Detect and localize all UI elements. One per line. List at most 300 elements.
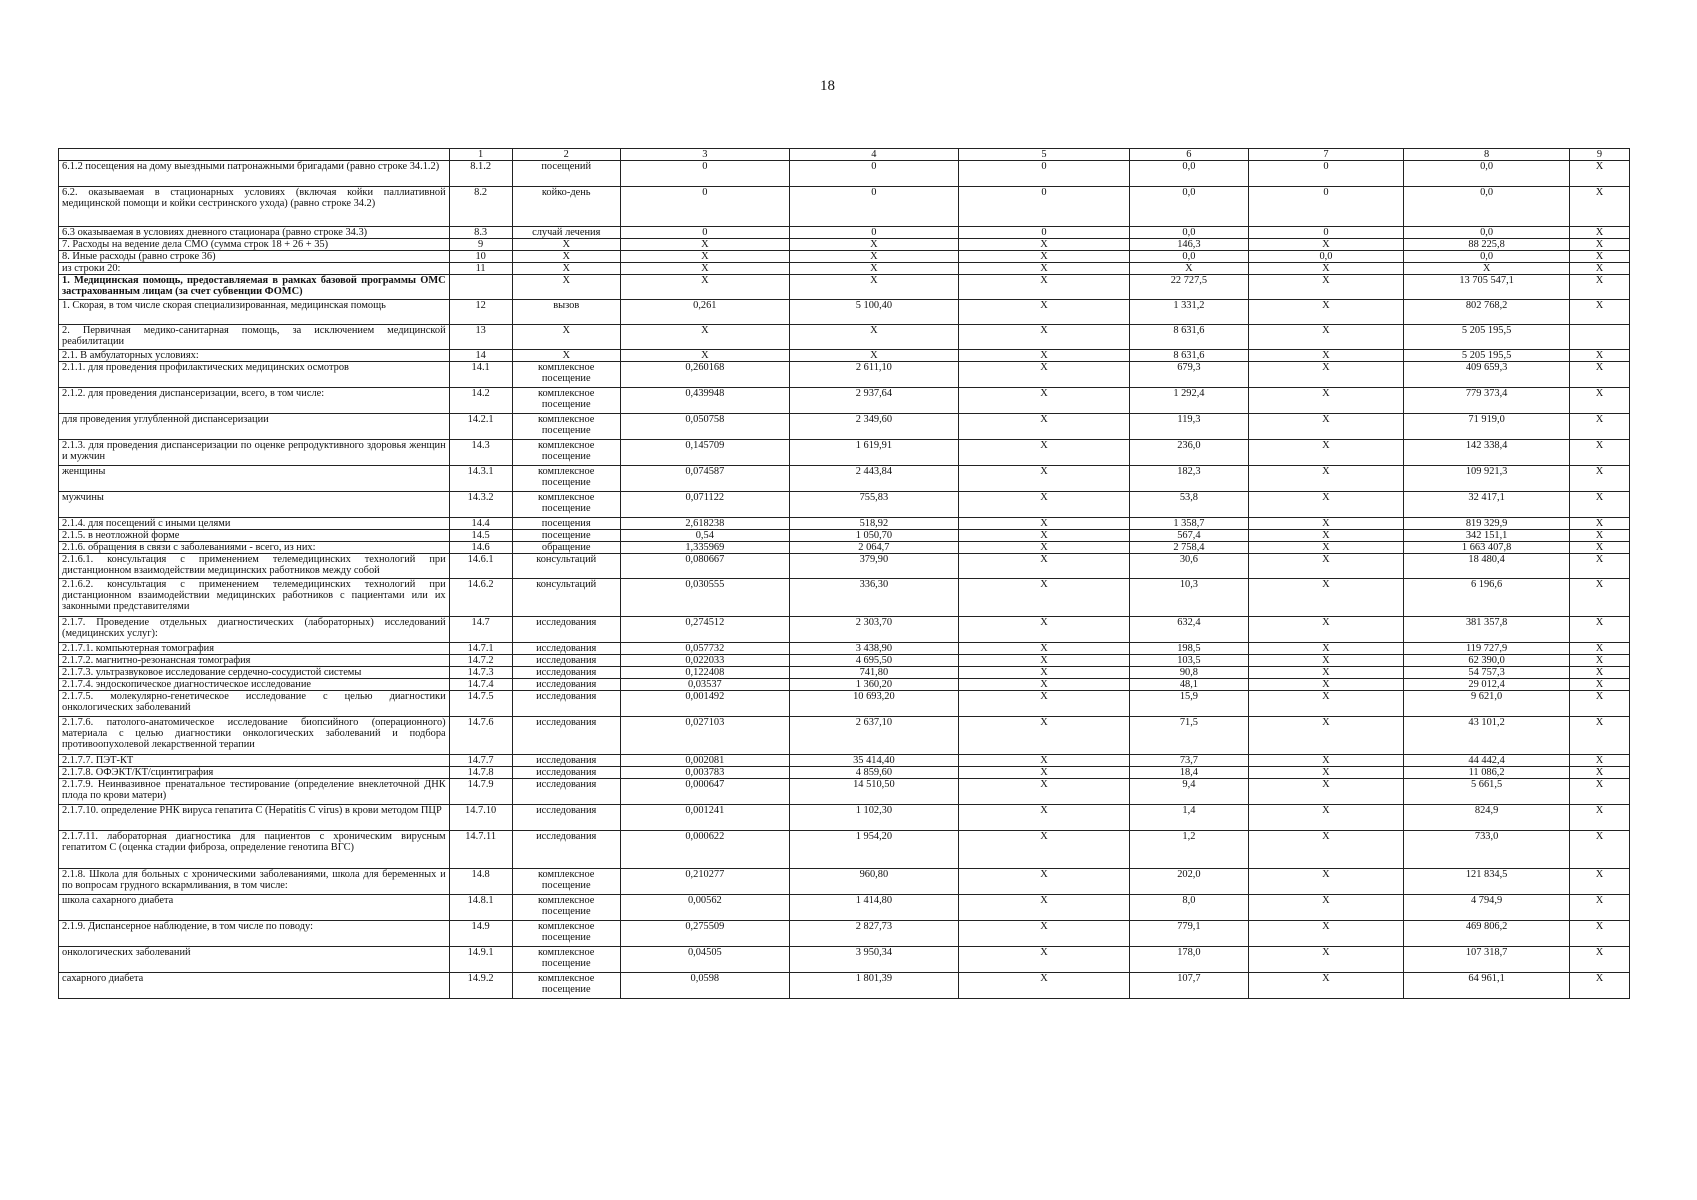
value-cell: 0,0 [1248, 251, 1403, 263]
column-number: 3 [620, 149, 789, 161]
unit-cell: X [512, 251, 620, 263]
value-cell: 9,4 [1130, 779, 1249, 805]
value-cell: X [958, 518, 1129, 530]
value-cell: 202,0 [1130, 869, 1249, 895]
row-code: 14.3.2 [449, 492, 512, 518]
unit-cell: исследования [512, 717, 620, 755]
table-row [59, 263, 1630, 275]
column-number: 6 [1130, 149, 1249, 161]
unit-cell: койко-день [512, 187, 620, 227]
value-cell: X [958, 805, 1129, 831]
value-cell: 2 611,10 [789, 362, 958, 388]
value-cell: 11 086,2 [1404, 767, 1570, 779]
value-cell: 88 225,8 [1404, 239, 1570, 251]
value-cell: X [958, 643, 1129, 655]
value-cell: X [958, 973, 1129, 999]
value-cell: X [958, 947, 1129, 973]
value-cell: X [1570, 717, 1630, 755]
value-cell: 741,80 [789, 667, 958, 679]
value-cell: 0 [1248, 161, 1403, 187]
value-cell: 0,071122 [620, 492, 789, 518]
value-cell: 679,3 [1130, 362, 1249, 388]
value-cell: X [1248, 263, 1403, 275]
row-label: 7. Расходы на ведение дела СМО (сумма строк 18 + 26 + 35) [59, 239, 450, 251]
value-cell: 10 693,20 [789, 691, 958, 717]
value-cell: X [789, 251, 958, 263]
value-cell: 32 417,1 [1404, 492, 1570, 518]
value-cell: 90,8 [1130, 667, 1249, 679]
unit-cell: вызов [512, 300, 620, 325]
row-label: школа сахарного диабета [59, 895, 450, 921]
row-code: 14 [449, 350, 512, 362]
value-cell: 1 050,70 [789, 530, 958, 542]
table-row [59, 275, 1630, 300]
row-code: 14.7.9 [449, 779, 512, 805]
value-cell: 1 102,30 [789, 805, 958, 831]
row-code: 14.4 [449, 518, 512, 530]
value-cell: X [1570, 755, 1630, 767]
unit-cell: консультаций [512, 579, 620, 617]
table-row [59, 643, 1630, 655]
row-label: 2.1.7.7. ПЭТ-КТ [59, 755, 450, 767]
value-cell: 71 919,0 [1404, 414, 1570, 440]
unit-cell: исследования [512, 643, 620, 655]
value-cell: X [1248, 679, 1403, 691]
value-cell: X [958, 667, 1129, 679]
row-code: 8.2 [449, 187, 512, 227]
value-cell: 0 [620, 161, 789, 187]
row-label: 2.1.7. Проведение отдельных диагностических (лабораторных) исследований (медицинских услуг): [59, 617, 450, 643]
value-cell: 2 937,64 [789, 388, 958, 414]
value-cell: 0,080667 [620, 554, 789, 579]
row-label: сахарного диабета [59, 973, 450, 999]
value-cell: 518,92 [789, 518, 958, 530]
value-cell: X [1570, 667, 1630, 679]
value-cell: 960,80 [789, 869, 958, 895]
value-cell: 0,030555 [620, 579, 789, 617]
value-cell: 119,3 [1130, 414, 1249, 440]
value-cell: X [1570, 805, 1630, 831]
unit-cell: комплексное посещение [512, 362, 620, 388]
unit-cell: посещений [512, 161, 620, 187]
value-cell: 3 438,90 [789, 643, 958, 655]
row-code: 14.7.2 [449, 655, 512, 667]
table-row [59, 440, 1630, 466]
value-cell: 2 827,73 [789, 921, 958, 947]
row-label: из строки 20: [59, 263, 450, 275]
row-label: 2.1.4. для посещений с иными целями [59, 518, 450, 530]
value-cell: X [958, 869, 1129, 895]
value-cell: 2 303,70 [789, 617, 958, 643]
value-cell: X [958, 831, 1129, 869]
value-cell: X [1248, 554, 1403, 579]
value-cell: 0,003783 [620, 767, 789, 779]
value-cell: X [1248, 921, 1403, 947]
value-cell: X [1248, 275, 1403, 300]
unit-cell: комплексное посещение [512, 869, 620, 895]
value-cell: X [1248, 579, 1403, 617]
value-cell: X [1248, 947, 1403, 973]
value-cell: 0,0 [1404, 251, 1570, 263]
value-cell: 0,057732 [620, 643, 789, 655]
unit-cell: исследования [512, 667, 620, 679]
value-cell: 0 [789, 187, 958, 227]
value-cell: X [1130, 263, 1249, 275]
value-cell: 1 801,39 [789, 973, 958, 999]
value-cell: 9 621,0 [1404, 691, 1570, 717]
value-cell: X [1248, 518, 1403, 530]
row-code: 14.1 [449, 362, 512, 388]
value-cell: 0 [958, 187, 1129, 227]
value-cell: 142 338,4 [1404, 440, 1570, 466]
value-cell: X [1570, 414, 1630, 440]
unit-cell: X [512, 263, 620, 275]
value-cell: 733,0 [1404, 831, 1570, 869]
value-cell: 107,7 [1130, 973, 1249, 999]
value-cell: 5 661,5 [1404, 779, 1570, 805]
value-cell: X [1248, 617, 1403, 643]
column-number [59, 149, 450, 161]
row-label: 2.1.7.3. ультразвуковое исследование сердечно-сосудистой системы [59, 667, 450, 679]
value-cell: 0,260168 [620, 362, 789, 388]
value-cell: 119 727,9 [1404, 643, 1570, 655]
value-cell: X [1570, 579, 1630, 617]
value-cell: X [1248, 755, 1403, 767]
value-cell: 10,3 [1130, 579, 1249, 617]
value-cell: X [1570, 518, 1630, 530]
table-row [59, 921, 1630, 947]
value-cell: 0,54 [620, 530, 789, 542]
value-cell: 8 631,6 [1130, 325, 1249, 350]
value-cell: 0,0 [1130, 251, 1249, 263]
row-label: 8. Иные расходы (равно строке 36) [59, 251, 450, 263]
column-number: 1 [449, 149, 512, 161]
unit-cell: исследования [512, 779, 620, 805]
column-number: 8 [1404, 149, 1570, 161]
value-cell: X [958, 921, 1129, 947]
value-cell: X [958, 779, 1129, 805]
value-cell: X [1570, 679, 1630, 691]
value-cell: X [1570, 779, 1630, 805]
row-label: 2.1.7.11. лабораторная диагностика для пациентов с хроническим вирусным гепатитом С (оценка стадии фиброза, определение генотипа ВГС) [59, 831, 450, 869]
value-cell: 0 [1248, 187, 1403, 227]
table-row [59, 767, 1630, 779]
table-row [59, 251, 1630, 263]
column-number: 5 [958, 149, 1129, 161]
value-cell: X [1570, 350, 1630, 362]
value-cell: 567,4 [1130, 530, 1249, 542]
value-cell: 8,0 [1130, 895, 1249, 921]
value-cell: 469 806,2 [1404, 921, 1570, 947]
value-cell: X [1570, 275, 1630, 300]
value-cell: 336,30 [789, 579, 958, 617]
table-row [59, 869, 1630, 895]
value-cell: 2,618238 [620, 518, 789, 530]
value-cell: 0,03537 [620, 679, 789, 691]
row-code: 14.7.7 [449, 755, 512, 767]
value-cell: 8 631,6 [1130, 350, 1249, 362]
value-cell: 103,5 [1130, 655, 1249, 667]
value-cell: 1 619,91 [789, 440, 958, 466]
value-cell: X [1248, 667, 1403, 679]
row-label: 2.1.7.1. компьютерная томография [59, 643, 450, 655]
value-cell: X [1404, 263, 1570, 275]
value-cell: X [1570, 239, 1630, 251]
value-cell: 0,145709 [620, 440, 789, 466]
row-label: 6.2. оказываемая в стационарных условиях (включая койки паллиативной медицинской помощи и койки сестринского ухода) (равно строке 34.2) [59, 187, 450, 227]
value-cell: X [1570, 187, 1630, 227]
table-row [59, 895, 1630, 921]
column-number: 7 [1248, 149, 1403, 161]
row-label: 2.1.6.1. консультация с применением телемедицинских технологий при дистанционном взаимодействии медицинских работников между собой [59, 554, 450, 579]
unit-cell: случай лечения [512, 227, 620, 239]
value-cell: 146,3 [1130, 239, 1249, 251]
table-row [59, 239, 1630, 251]
row-code: 14.7.6 [449, 717, 512, 755]
value-cell: 121 834,5 [1404, 869, 1570, 895]
row-code: 8.3 [449, 227, 512, 239]
value-cell: X [1248, 239, 1403, 251]
unit-cell: X [512, 275, 620, 300]
table-row [59, 679, 1630, 691]
row-code: 14.9 [449, 921, 512, 947]
program-cost-table [58, 148, 1630, 999]
value-cell: X [1570, 263, 1630, 275]
row-code: 14.9.1 [449, 947, 512, 973]
value-cell: 632,4 [1130, 617, 1249, 643]
value-cell: 381 357,8 [1404, 617, 1570, 643]
value-cell: X [620, 275, 789, 300]
row-label: онкологических заболеваний [59, 947, 450, 973]
table-row [59, 805, 1630, 831]
value-cell: X [1248, 691, 1403, 717]
value-cell: 5 100,40 [789, 300, 958, 325]
value-cell: X [958, 554, 1129, 579]
table-row [59, 691, 1630, 717]
value-cell: 819 329,9 [1404, 518, 1570, 530]
value-cell: X [1248, 973, 1403, 999]
value-cell: X [1570, 530, 1630, 542]
value-cell: X [1248, 767, 1403, 779]
unit-cell: посещение [512, 530, 620, 542]
value-cell: X [620, 251, 789, 263]
unit-cell: исследования [512, 805, 620, 831]
row-code: 8.1.2 [449, 161, 512, 187]
value-cell: 236,0 [1130, 440, 1249, 466]
value-cell: 0 [789, 161, 958, 187]
value-cell: 0 [958, 227, 1129, 239]
value-cell: X [1570, 643, 1630, 655]
row-label: 2.1.8. Школа для больных с хроническими заболеваниями, школа для беременных и по вопросам грудного вскармливания, в том числе: [59, 869, 450, 895]
value-cell: X [1248, 440, 1403, 466]
row-code: 14.3 [449, 440, 512, 466]
value-cell: X [1248, 655, 1403, 667]
page-number: 18 [820, 78, 835, 94]
value-cell: X [1570, 617, 1630, 643]
value-cell: X [1570, 947, 1630, 973]
row-code: 14.6 [449, 542, 512, 554]
value-cell: X [1248, 779, 1403, 805]
value-cell: 48,1 [1130, 679, 1249, 691]
value-cell: X [1570, 895, 1630, 921]
row-label: 2.1. В амбулаторных условиях: [59, 350, 450, 362]
value-cell: X [1570, 655, 1630, 667]
value-cell: X [958, 466, 1129, 492]
value-cell: X [958, 530, 1129, 542]
value-cell: 342 151,1 [1404, 530, 1570, 542]
value-cell: X [789, 350, 958, 362]
value-cell: 0 [620, 187, 789, 227]
value-cell: 2 349,60 [789, 414, 958, 440]
value-cell: 35 414,40 [789, 755, 958, 767]
value-cell: 0,0 [1130, 161, 1249, 187]
row-label: 1. Медицинская помощь, предоставляемая в рамках базовой программы ОМС застрахованным лицам (за счет субвенции ФОМС) [59, 275, 450, 300]
value-cell: X [1248, 717, 1403, 755]
value-cell: 53,8 [1130, 492, 1249, 518]
value-cell: X [1570, 362, 1630, 388]
value-cell: 0,0 [1130, 187, 1249, 227]
row-label: 1. Скорая, в том числе скорая специализированная, медицинская помощь [59, 300, 450, 325]
row-label: 6.3 оказываемая в условиях дневного стационара (равно строке 34.3) [59, 227, 450, 239]
row-code: 14.8 [449, 869, 512, 895]
row-label: 6.1.2 посещения на дому выездными патронажными бригадами (равно строке 34.1.2) [59, 161, 450, 187]
table-row [59, 362, 1630, 388]
table-row [59, 755, 1630, 767]
value-cell: 1,335969 [620, 542, 789, 554]
unit-cell: исследования [512, 755, 620, 767]
table-row [59, 831, 1630, 869]
table-row [59, 617, 1630, 643]
value-cell: X [1570, 388, 1630, 414]
value-cell: 0,074587 [620, 466, 789, 492]
column-number: 9 [1570, 149, 1630, 161]
value-cell: 3 950,34 [789, 947, 958, 973]
value-cell: X [1248, 300, 1403, 325]
value-cell: 15,9 [1130, 691, 1249, 717]
value-cell: X [958, 655, 1129, 667]
value-cell: 0 [1248, 227, 1403, 239]
value-cell: X [958, 263, 1129, 275]
table-row [59, 973, 1630, 999]
row-code: 14.7.3 [449, 667, 512, 679]
value-cell: 107 318,7 [1404, 947, 1570, 973]
value-cell: X [958, 579, 1129, 617]
table-row [59, 492, 1630, 518]
value-cell: 0,0598 [620, 973, 789, 999]
unit-cell: посещения [512, 518, 620, 530]
row-code: 14.6.2 [449, 579, 512, 617]
value-cell: X [1570, 554, 1630, 579]
value-cell: 0,274512 [620, 617, 789, 643]
value-cell: X [789, 239, 958, 251]
table-row [59, 388, 1630, 414]
table-row [59, 300, 1630, 325]
value-cell: X [958, 251, 1129, 263]
value-cell: X [958, 767, 1129, 779]
value-cell: X [1248, 542, 1403, 554]
value-cell: X [1248, 466, 1403, 492]
table-row [59, 518, 1630, 530]
value-cell: 0,210277 [620, 869, 789, 895]
row-label: 2.1.2. для проведения диспансеризации, всего, в том числе: [59, 388, 450, 414]
row-label: 2.1.7.10. определение РНК вируса гепатита С (Hepatitis C virus) в крови методом ПЦР [59, 805, 450, 831]
row-code: 14.3.1 [449, 466, 512, 492]
value-cell: X [958, 239, 1129, 251]
row-code: 14.7.1 [449, 643, 512, 655]
unit-cell: комплексное посещение [512, 921, 620, 947]
value-cell: X [958, 440, 1129, 466]
value-cell [1570, 325, 1630, 350]
table-row [59, 350, 1630, 362]
value-cell: X [958, 717, 1129, 755]
value-cell: X [1570, 831, 1630, 869]
unit-cell: исследования [512, 655, 620, 667]
value-cell: 0,275509 [620, 921, 789, 947]
value-cell: 18 480,4 [1404, 554, 1570, 579]
value-cell: X [620, 325, 789, 350]
value-cell: X [1248, 869, 1403, 895]
row-label: мужчины [59, 492, 450, 518]
unit-cell: X [512, 350, 620, 362]
unit-cell: исследования [512, 679, 620, 691]
value-cell: 1 360,20 [789, 679, 958, 691]
value-cell: 29 012,4 [1404, 679, 1570, 691]
row-code: 14.7.5 [449, 691, 512, 717]
value-cell: 0,002081 [620, 755, 789, 767]
value-cell: X [958, 895, 1129, 921]
value-cell: X [1570, 691, 1630, 717]
value-cell: 1 292,4 [1130, 388, 1249, 414]
value-cell: 379,90 [789, 554, 958, 579]
value-cell: X [1248, 388, 1403, 414]
value-cell: 4 794,9 [1404, 895, 1570, 921]
value-cell: 779 373,4 [1404, 388, 1570, 414]
value-cell: 0,261 [620, 300, 789, 325]
value-cell: X [1248, 895, 1403, 921]
unit-cell: исследования [512, 767, 620, 779]
table-row [59, 161, 1630, 187]
value-cell: X [958, 679, 1129, 691]
table-row [59, 187, 1630, 227]
column-number: 2 [512, 149, 620, 161]
unit-cell: исследования [512, 691, 620, 717]
value-cell: 43 101,2 [1404, 717, 1570, 755]
value-cell: 2 064,7 [789, 542, 958, 554]
value-cell: 6 196,6 [1404, 579, 1570, 617]
unit-cell: комплексное посещение [512, 440, 620, 466]
value-cell: 71,5 [1130, 717, 1249, 755]
row-code: 14.7.8 [449, 767, 512, 779]
unit-cell: исследования [512, 617, 620, 643]
row-code [449, 275, 512, 300]
table-row [59, 542, 1630, 554]
value-cell: 0,0 [1404, 227, 1570, 239]
value-cell: X [1248, 643, 1403, 655]
row-code: 14.7 [449, 617, 512, 643]
value-cell: X [1248, 362, 1403, 388]
value-cell: 1,2 [1130, 831, 1249, 869]
row-label: 2.1.6.2. консультация с применением телемедицинских технологий при дистанционном взаимодействии медицинских работников с пациентами или их законными представителями [59, 579, 450, 617]
row-code: 13 [449, 325, 512, 350]
row-label: 2.1.7.6. патолого-анатомическое исследование биопсийного (операционного) материала с целью диагностики онкологических заболеваний и подбора противоопухолевой лекарственной терапии [59, 717, 450, 755]
value-cell: X [1570, 161, 1630, 187]
row-code: 14.7.10 [449, 805, 512, 831]
value-cell: 2 758,4 [1130, 542, 1249, 554]
value-cell: 2 637,10 [789, 717, 958, 755]
row-label: женщины [59, 466, 450, 492]
table-row [59, 554, 1630, 579]
value-cell: 0 [958, 161, 1129, 187]
